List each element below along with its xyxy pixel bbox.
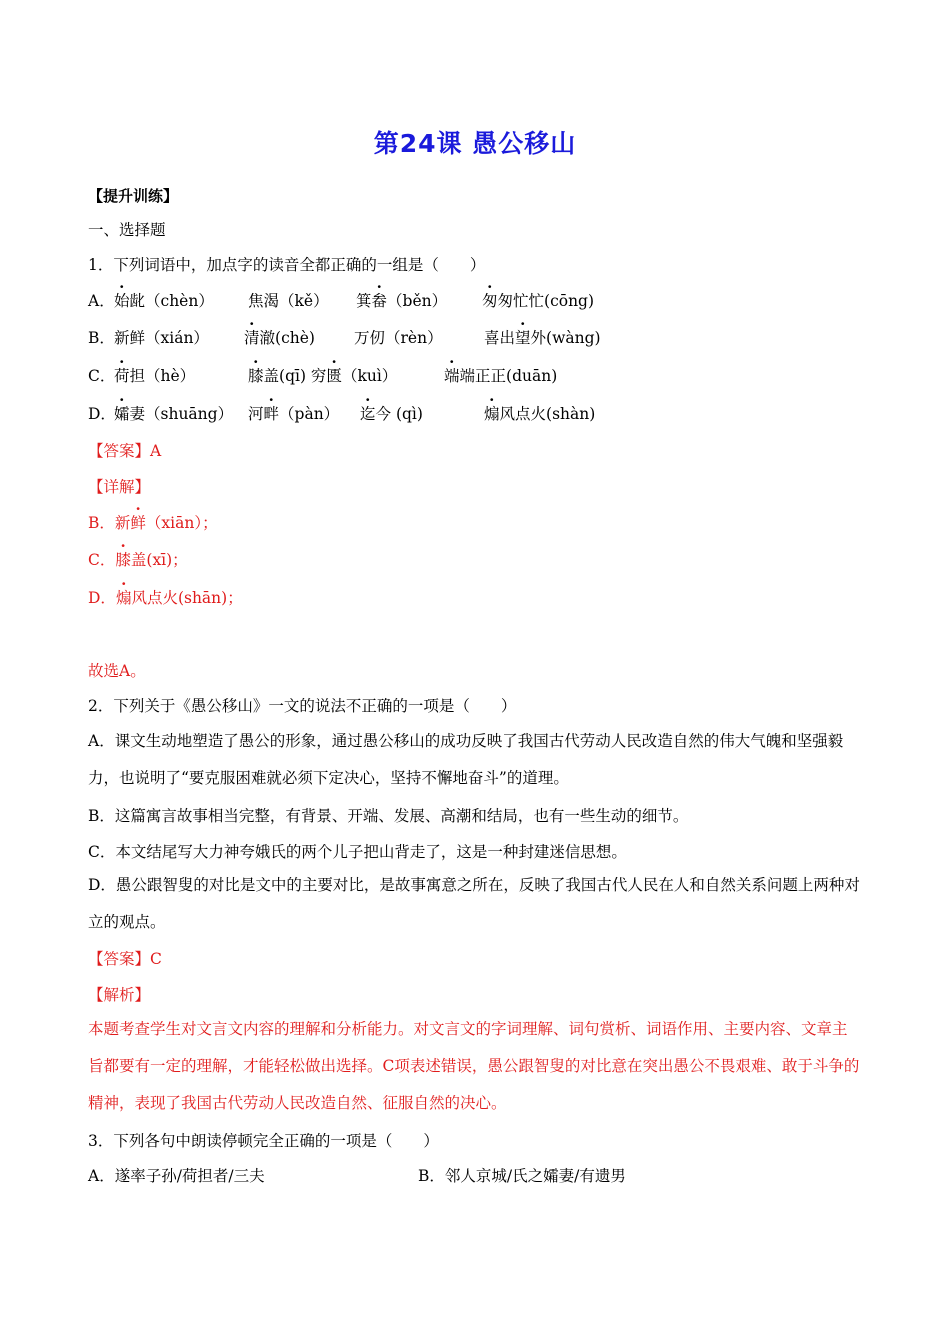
- q2-option-d: D．愚公跟智叟的对比是文中的主要对比，是故事寓意之所在，反映了我国古代人民在人和自然关系问题上两种对立的观点。: [88, 876, 860, 931]
- option-item: 端端正正(duān): [444, 367, 558, 385]
- option-item: 迄今 (qì): [360, 405, 423, 423]
- page-title: 第24课 愚公移山: [373, 129, 577, 158]
- option-item: 膝盖(qī) 穷匮（kuì）: [248, 367, 398, 385]
- option-item: 始龀（chèn）: [114, 292, 214, 310]
- q1-conclusion: 故选A。: [88, 662, 146, 680]
- option-item: 万仞（rèn）: [354, 329, 443, 347]
- q2-stem: 2．下列关于《愚公移山》一文的说法不正确的一项是（ ）: [88, 697, 517, 715]
- option-label: B．: [88, 329, 115, 347]
- q3-stem: 3．下列各句中朗读停顿完全正确的一项是（ ）: [88, 1132, 439, 1150]
- option-label: A．: [88, 292, 115, 310]
- q2-option-b: B．这篇寓言故事相当完整，有背景、开端、发展、高潮和结局，也有一些生动的细节。: [88, 807, 689, 825]
- q3-option-b: B．邻人京城/氏之孀妻/有遗男: [418, 1167, 626, 1185]
- q1-explain-c: C．膝盖(xī)；: [88, 551, 188, 569]
- q1-explain-label: 【详解】: [88, 478, 151, 496]
- q2-option-a: A．课文生动地塑造了愚公的形象，通过愚公移山的成功反映了我国古代劳动人民改造自然的伟大气魄和坚强毅力，也说明了“要克服困难就必须下定决心，坚持不懈地奋斗”的道理。: [88, 732, 844, 787]
- option-item: 煽风点火(shàn): [484, 405, 596, 423]
- option-item: 匆匆忙忙(cōng): [482, 292, 595, 310]
- option-item: 新鲜（xián）: [114, 329, 209, 347]
- q3-option-a: A．遂率子孙/荷担者/三夫: [88, 1167, 265, 1185]
- option-item: 焦渴（kě）: [248, 292, 329, 310]
- option-item: 清澈(chè): [244, 329, 315, 347]
- q2-option-c: C．本文结尾写大力神夸娥氏的两个儿子把山背走了，这是一种封建迷信思想。: [88, 843, 627, 861]
- option-label: D．: [88, 405, 116, 423]
- q2-analysis: 本题考查学生对文言文内容的理解和分析能力。对文言文的字词理解、词句赏析、词语作用、主要内容、文章主旨都要有一定的理解，才能轻松做出选择。C项表述错误，愚公跟智叟的对比意在突出愚公不畏艰难、敢于斗争的精神，表现了我国古代劳动人民改造自然、征服自然的决心。: [88, 1020, 860, 1112]
- q1-explain-d: D．煽风点火(shān)；: [88, 589, 243, 607]
- section-one-heading: 一、选择题: [88, 221, 166, 239]
- option-item: 箕畚（běn）: [356, 292, 448, 310]
- q2-analysis-label: 【解析】: [88, 986, 151, 1004]
- option-item: 喜出望外(wàng): [484, 329, 601, 347]
- option-item: 河畔（pàn）: [248, 405, 340, 423]
- q1-explain-b: B．新鲜（xiān）；: [88, 514, 218, 532]
- section-header: 【提升训练】: [88, 187, 179, 205]
- q1-answer: 【答案】A: [88, 442, 162, 460]
- q1-stem: 1．下列词语中，加点字的读音全都正确的一组是（ ）: [88, 256, 486, 274]
- option-item: 孀妻（shuāng）: [114, 405, 234, 423]
- option-label: C．: [88, 367, 116, 385]
- q2-answer: 【答案】C: [88, 950, 162, 968]
- option-item: 荷担（hè）: [114, 367, 196, 385]
